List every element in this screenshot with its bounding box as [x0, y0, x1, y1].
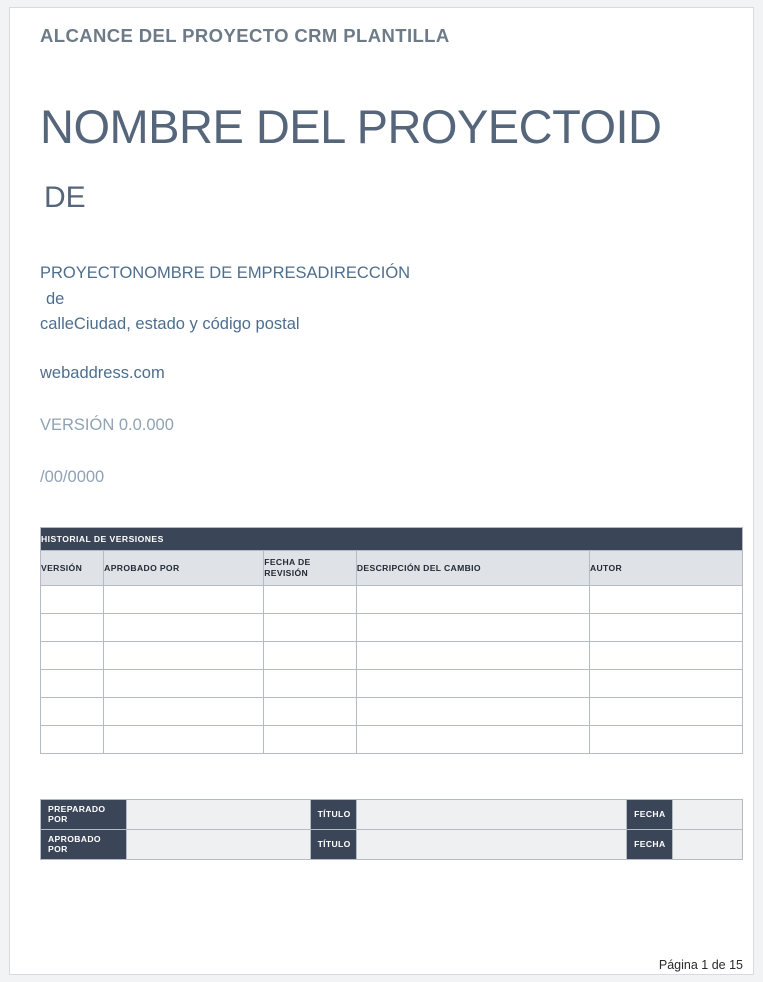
version-history-banner: HISTORIAL DE VERSIONES — [41, 527, 743, 550]
cell-change-description[interactable] — [356, 641, 589, 669]
approval-field-date-1[interactable] — [673, 799, 743, 829]
cell-revision-date[interactable] — [264, 725, 357, 753]
approval-field-approved-by-name[interactable] — [126, 829, 310, 859]
cell-approved-by[interactable] — [104, 697, 264, 725]
table-row[interactable] — [41, 697, 743, 725]
approval-label-date-2: FECHA — [627, 829, 673, 859]
version-history-header-row — [41, 550, 743, 585]
cell-author[interactable] — [589, 641, 742, 669]
cell-revision-date[interactable] — [264, 613, 357, 641]
approval-row-approved-by — [41, 829, 743, 859]
approval-label-approved-by: APROBADO POR — [41, 829, 127, 859]
page-footer: Página 1 de 15 — [658, 958, 743, 972]
approval-field-title-1[interactable] — [356, 799, 626, 829]
table-row[interactable] — [41, 613, 743, 641]
version-label: VERSIÓN 0.0.000 — [40, 415, 174, 434]
date-label: /00/0000 — [40, 467, 105, 486]
organization-line-1: PROYECTONOMBRE DE EMPRESADIRECCIÓN — [40, 264, 411, 283]
approval-field-title-2[interactable] — [356, 829, 626, 859]
column-header-version: VERSIÓN — [41, 550, 104, 585]
website-link[interactable]: webaddress.com — [40, 363, 165, 382]
cell-revision-date[interactable] — [264, 641, 357, 669]
approval-label-date-1: FECHA — [627, 799, 673, 829]
page-title: NOMBRE DEL PROYECTOID — [40, 100, 662, 154]
approval-label-title-1: TÍTULO — [310, 799, 356, 829]
cell-change-description[interactable] — [356, 613, 589, 641]
cell-author[interactable] — [589, 697, 742, 725]
document-content — [31, 24, 739, 860]
cell-revision-date[interactable] — [264, 585, 357, 613]
cell-revision-date[interactable] — [264, 669, 357, 697]
cell-version[interactable] — [41, 725, 104, 753]
column-header-author: AUTOR — [589, 550, 742, 585]
cell-version[interactable] — [41, 669, 104, 697]
cell-author[interactable] — [589, 613, 742, 641]
cell-change-description[interactable] — [356, 669, 589, 697]
organization-line-2: de — [46, 289, 65, 308]
table-row[interactable] — [41, 725, 743, 753]
column-header-change-description: DESCRIPCIÓN DEL CAMBIO — [356, 550, 589, 585]
cell-change-description[interactable] — [356, 697, 589, 725]
table-row[interactable] — [41, 669, 743, 697]
approval-label-title-2: TÍTULO — [310, 829, 356, 859]
version-history-banner-row — [41, 527, 743, 550]
cell-author[interactable] — [589, 669, 742, 697]
cell-change-description[interactable] — [356, 725, 589, 753]
cell-change-description[interactable] — [356, 585, 589, 613]
cell-approved-by[interactable] — [104, 641, 264, 669]
cell-version[interactable] — [41, 585, 104, 613]
approval-table — [40, 799, 743, 860]
page-subtitle: DE — [44, 180, 86, 214]
cell-version[interactable] — [41, 641, 104, 669]
approval-field-prepared-by-name[interactable] — [126, 799, 310, 829]
approval-field-date-2[interactable] — [673, 829, 743, 859]
table-row[interactable] — [41, 585, 743, 613]
column-header-approved-by: APROBADO POR — [104, 550, 264, 585]
cell-approved-by[interactable] — [104, 613, 264, 641]
version-history-table — [40, 527, 743, 754]
cell-version[interactable] — [41, 697, 104, 725]
cell-version[interactable] — [41, 613, 104, 641]
approval-label-prepared-by: PREPARADO POR — [41, 799, 127, 829]
table-row[interactable] — [41, 641, 743, 669]
version-history-section — [40, 527, 743, 754]
organization-line-3: calleCiudad, estado y código postal — [40, 315, 300, 334]
cell-revision-date[interactable] — [264, 697, 357, 725]
cell-author[interactable] — [589, 725, 742, 753]
organization-block — [40, 261, 739, 338]
cell-approved-by[interactable] — [104, 669, 264, 697]
approval-row-prepared-by — [41, 799, 743, 829]
document-sheet — [9, 7, 754, 975]
cell-author[interactable] — [589, 585, 742, 613]
document-kicker: ALCANCE DEL PROYECTO CRM PLANTILLA — [40, 25, 450, 46]
cell-approved-by[interactable] — [104, 725, 264, 753]
column-header-revision-date: FECHA DE REVISIÓN — [264, 550, 357, 585]
approval-section — [40, 799, 743, 860]
cell-approved-by[interactable] — [104, 585, 264, 613]
